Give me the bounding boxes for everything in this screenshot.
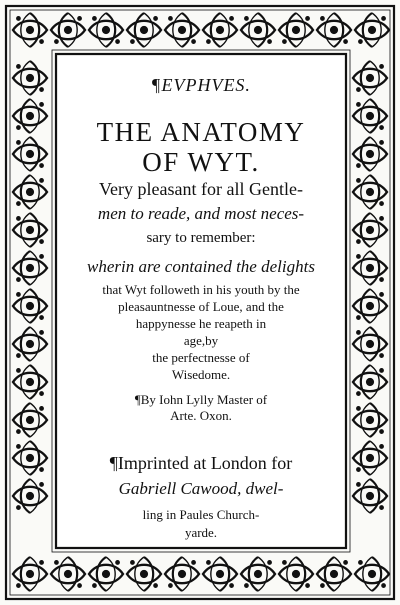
- body-line-4: age,by: [183, 333, 219, 348]
- body-line-1: that Wyt followeth in his youth by the: [102, 282, 300, 297]
- subtitle-line-2: men to reade, and most neces-: [97, 204, 305, 223]
- title-line-1: THE ANATOMY: [96, 117, 306, 147]
- body-line-3: happynesse he reapeth in: [135, 316, 267, 331]
- title-line-2: OF WYT.: [142, 147, 260, 177]
- body-line-6: Wisedome.: [171, 367, 231, 382]
- author-line-1: ¶By Iohn Lylly Master of: [134, 392, 268, 407]
- imprint-line-1: ¶Imprinted at London for: [109, 453, 293, 473]
- body-line-5: the perfectnesse of: [152, 350, 250, 365]
- subtitle-line-3: sary to remember:: [146, 230, 256, 246]
- author-line-2: Arte. Oxon.: [170, 408, 232, 423]
- imprint-line-4: yarde.: [184, 525, 218, 540]
- text-panel: [58, 56, 344, 546]
- subtitle-line-4: wherin are contained the delights: [87, 257, 315, 276]
- imprint-line-3: ling in Paules Church-: [142, 507, 260, 522]
- body-line-2: pleasauntnesse of Loue, and the: [118, 299, 284, 314]
- header-line: ¶EVPHVES.: [151, 75, 251, 95]
- imprint-line-2: Gabriell Cawood, dwel-: [118, 479, 284, 498]
- subtitle-line-1: Very pleasant for all Gentle-: [99, 179, 303, 199]
